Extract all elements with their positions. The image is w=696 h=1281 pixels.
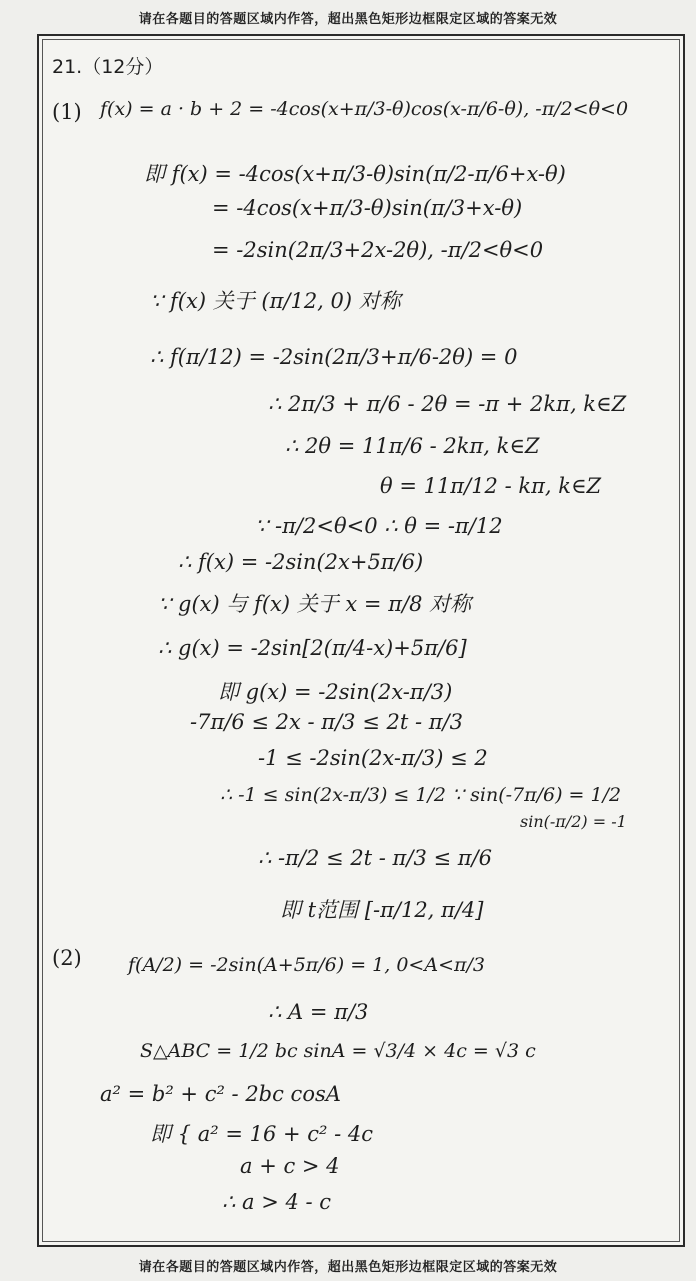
answer-line-27: ∴ a > 4 - c	[222, 1190, 332, 1214]
answer-line-23: S△ABC = 1/2 bc sinA = √3/4 × 4c = √3 c	[140, 1040, 536, 1062]
answer-line-20: 即 t范围 [-π/12, π/4]	[280, 898, 484, 922]
part-2-label: (2)	[52, 946, 82, 970]
bottom-instruction-banner: 请在各题目的答题区域内作答，超出黑色矩形边框限定区域的答案无效	[138, 1260, 558, 1275]
part-1-label: (1)	[52, 100, 82, 124]
answer-line-5: ∵ f(x) 关于 (π/12, 0) 对称	[150, 289, 401, 313]
answer-line-1: f(x) = a · b + 2 = -4cos(x+π/3-θ)cos(x-π/6-θ), -π/2<θ<0	[100, 98, 629, 120]
answer-line-11: ∴ f(x) = -2sin(2x+5π/6)	[178, 550, 424, 574]
answer-line-21: f(A/2) = -2sin(A+5π/6) = 1, 0<A<π/3	[128, 954, 485, 976]
answer-line-19: ∴ -π/2 ≤ 2t - π/3 ≤ π/6	[258, 846, 492, 870]
answer-line-12: ∵ g(x) 与 f(x) 关于 x = π/8 对称	[158, 592, 472, 616]
answer-line-3: = -4cos(x+π/3-θ)sin(π/3+x-θ)	[212, 196, 523, 220]
answer-line-15: -7π/6 ≤ 2x - π/3 ≤ 2t - π/3	[190, 710, 463, 734]
answer-line-17: ∴ -1 ≤ sin(2x-π/3) ≤ 1/2 ∵ sin(-7π/6) = 1/2	[220, 784, 622, 806]
answer-line-10: ∵ -π/2<θ<0 ∴ θ = -π/12	[255, 514, 503, 538]
answer-line-8: ∴ 2θ = 11π/6 - 2kπ, k∈Z	[285, 434, 540, 458]
answer-line-4: = -2sin(2π/3+2x-2θ), -π/2<θ<0	[212, 238, 544, 262]
answer-line-6: ∴ f(π/12) = -2sin(2π/3+π/6-2θ) = 0	[150, 345, 518, 369]
answer-line-25: 即 { a² = 16 + c² - 4c	[150, 1122, 374, 1146]
answer-line-22: ∴ A = π/3	[268, 1000, 369, 1024]
answer-line-16: -1 ≤ -2sin(2x-π/3) ≤ 2	[258, 746, 488, 770]
answer-line-26: a + c > 4	[240, 1154, 340, 1178]
answer-line-2: 即 f(x) = -4cos(x+π/3-θ)sin(π/2-π/6+x-θ)	[144, 162, 566, 186]
answer-line-7: ∴ 2π/3 + π/6 - 2θ = -π + 2kπ, k∈Z	[268, 392, 627, 416]
question-number: 21.（12分）	[52, 56, 164, 78]
answer-line-14: 即 g(x) = -2sin(2x-π/3)	[218, 680, 453, 704]
answer-line-24: a² = b² + c² - 2bc cosA	[100, 1082, 341, 1106]
answer-line-9: θ = 11π/12 - kπ, k∈Z	[380, 474, 602, 498]
answer-line-18: sin(-π/2) = -1	[520, 812, 627, 831]
top-instruction-banner: 请在各题目的答题区域内作答，超出黑色矩形边框限定区域的答案无效	[138, 12, 558, 27]
answer-line-13: ∴ g(x) = -2sin[2(π/4-x)+5π/6]	[158, 636, 467, 660]
